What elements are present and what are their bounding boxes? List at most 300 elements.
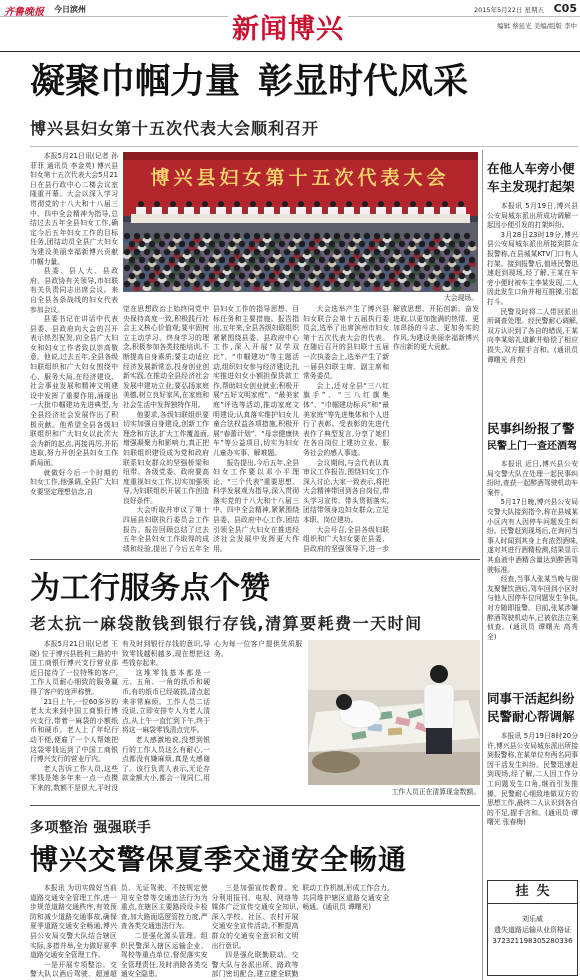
article-paragraph: 觉在思想政治上始终同党中央保持高度一致,积极践行社会主义核心价值观;要牢固树立主动学习、终身学习的理念,积极参加各类技能培训,不断提高自身素质;要主动适应经济发展新常态,投身创业创新实践,在推动全县经济社会发展中建功立业;要弘扬家庭美德,树立良好家风,在家庭和社会生活中发挥独特作用。: [123, 305, 209, 409]
audience-head: [184, 233, 190, 239]
title-line: 在他人车旁小便: [487, 161, 575, 176]
article-paragraph: 本报讯 5月19日,博兴县公安局城东派出所成功调解一起因小便引发的打架纠纷。: [487, 202, 578, 230]
audience-head: [244, 249, 250, 255]
audience-head: [199, 241, 205, 247]
audience-head: [239, 241, 245, 247]
audience-head: [314, 281, 320, 287]
audience-head: [159, 241, 165, 247]
article-paragraph: 大会选举产生了博兴县妇女联合会第十五届执行委员会,选举了出席滨州市妇女第十五次代表大会的代表。在随后召开的县妇联十五届一次执委会上,选举产生了新一届县妇联主席、副主席和常务委员。: [303, 305, 389, 381]
presidium-member-head: [234, 201, 240, 207]
audience-head: [464, 281, 470, 287]
article-paragraph: 5月17日晚,博兴县公安局交警大队接到指令,称在县城某小区内有人因停车问题发生纠纷。民警赶到现场后,在询问当事人时闻到其身上有浓烈酒味,遂对其进行酒精检测,结果显示其血液中酒精含量达到醉酒驾驶标准。: [487, 498, 578, 574]
audience-head: [244, 265, 250, 271]
audience-head: [429, 241, 435, 247]
audience-head: [339, 273, 345, 279]
sidebar-item-2-title: [487, 420, 578, 456]
title-line: 同事干活起纠纷: [487, 691, 575, 706]
audience-head: [434, 281, 440, 287]
audience-head: [364, 265, 370, 271]
audience-head: [404, 265, 410, 271]
audience-head: [324, 233, 330, 239]
audience-head: [174, 233, 180, 239]
clerk-right-skirt: [426, 728, 452, 754]
sidebar-item-1-body: [487, 202, 578, 414]
audience-head: [394, 281, 400, 287]
audience-head: [439, 257, 445, 263]
audience-head: [414, 281, 420, 287]
stage-top-band: [123, 152, 478, 160]
presidium-member-body: [168, 207, 178, 215]
audience-head: [394, 249, 400, 255]
audience-head: [189, 273, 195, 279]
photo-caption: 大会现场。: [444, 294, 478, 302]
audience-head: [214, 281, 220, 287]
audience-head: [334, 233, 340, 239]
audience-head: [164, 233, 170, 239]
audience-head: [219, 241, 225, 247]
presidium-member-body: [312, 207, 322, 215]
audience-head: [234, 265, 240, 271]
audience-head: [449, 273, 455, 279]
audience-head: [304, 233, 310, 239]
audience-head: [379, 241, 385, 247]
audience-head: [459, 241, 465, 247]
audience-head: [449, 241, 455, 247]
notice-number: 372321198305280336: [492, 937, 573, 945]
audience-head: [359, 257, 365, 263]
sidebar-item-2-body: [487, 460, 578, 682]
audience-head: [399, 273, 405, 279]
clerk-left-head: [336, 694, 352, 710]
audience-head: [429, 273, 435, 279]
audience-head: [164, 249, 170, 255]
article-paragraph: 一是开展专项整治。交警大队以酒后驾驶、超速超员、无证驾驶、不按规定使用安全带等交通违法行为为重点,在辖区主要路段设卡检查,加大路面巡逻管控力度,严查各类交通违法行为。: [30, 884, 208, 979]
audience-head: [279, 273, 285, 279]
audience-head: [209, 257, 215, 263]
article-paragraph: 县委书记在讲话中代表县委、县政府向大会的召开表示热烈祝贺,向全县广大妇女和妇女工作者致以崇高敬意。他说,过去五年,全县各级妇联组织和广大妇女围绕中心、服务大局,在经济建设、社会事业发展和精神文明建设中发挥了重要作用,涌现出一大批巾帼建功先进典型,为全县经济社会发展作出了积极贡献。他希望全县各级妇联组织和广大妇女以此次大会为新的起点,再接再厉,开拓进取,努力开创全县妇女工作新局面。: [30, 315, 118, 467]
presidium-member-body: [264, 207, 274, 215]
title-line: 民警上门一查还酒驾: [487, 441, 577, 452]
audience-head: [379, 257, 385, 263]
audience-head: [284, 249, 290, 255]
banknote: [388, 728, 402, 736]
presidium-member-head: [362, 201, 368, 207]
audience-head: [144, 249, 150, 255]
audience-head: [334, 249, 340, 255]
article-paragraph: 县委、县人大、县政府、县政协有关领导,市妇联有关负责同志出席会议。来自全县各条战线的妇女代表参加会议。: [30, 267, 118, 314]
audience-head: [184, 281, 190, 287]
audience-head: [129, 241, 135, 247]
audience-head: [179, 241, 185, 247]
audience-head: [274, 249, 280, 255]
article-paragraph: 本报5月21日讯(记者 王晓) 位于博兴县胜利三路的中国工商银行博兴支行营业部近日接待了一位特殊的客户,工作人员耐心细致的服务赢得了客户的连声称赞。: [30, 640, 118, 696]
presidium-member-head: [218, 201, 224, 207]
article-paragraph: 三是加强宣传教育。充分利用报刊、电视、网络等媒体广泛宣传交通安全知识,深入学校、社区、农村开展交通安全宣传活动,不断提高群众的交通安全意识和文明出行意识。: [211, 884, 299, 950]
audience-head: [369, 273, 375, 279]
audience-head: [414, 249, 420, 255]
audience-head: [124, 281, 130, 287]
audience-head: [384, 249, 390, 255]
audience-head: [139, 241, 145, 247]
audience-head: [199, 273, 205, 279]
audience-head: [319, 273, 325, 279]
audience-head: [204, 281, 210, 287]
notice-name: 刘乐威: [522, 915, 543, 923]
audience-head: [399, 257, 405, 263]
audience-head: [274, 281, 280, 287]
audience-head: [204, 249, 210, 255]
presidium-member-head: [442, 201, 448, 207]
audience-head: [364, 249, 370, 255]
presidium-member-body: [408, 207, 418, 215]
audience-head: [244, 281, 250, 287]
presidium-member-head: [378, 201, 384, 207]
audience-head: [154, 281, 160, 287]
audience-head: [344, 233, 350, 239]
audience-head: [229, 257, 235, 263]
article1-subhead: 博兴县妇女第十五次代表大会顺利召开: [30, 119, 320, 138]
title-line: 民事纠纷报了警: [487, 421, 575, 436]
audience-head: [124, 233, 130, 239]
audience-head: [129, 257, 135, 263]
audience-head: [259, 273, 265, 279]
presidium-member-body: [296, 207, 306, 215]
page-number: C05: [553, 2, 577, 15]
audience-head: [459, 273, 465, 279]
audience-head: [424, 265, 430, 271]
audience-head: [289, 241, 295, 247]
audience-head: [374, 281, 380, 287]
audience-head: [329, 257, 335, 263]
presidium-member-head: [330, 201, 336, 207]
audience-head: [469, 273, 475, 279]
audience-head: [254, 265, 260, 271]
audience-head: [144, 281, 150, 287]
audience-head: [314, 233, 320, 239]
article3-kicker: 多项整治 强强联手: [30, 820, 152, 836]
audience-head: [134, 265, 140, 271]
audience-head: [469, 257, 475, 263]
presidium-member-body: [456, 207, 466, 215]
audience-head: [224, 281, 230, 287]
audience-head: [274, 265, 280, 271]
sidebar-item-1-title: [487, 160, 578, 196]
audience-head: [354, 233, 360, 239]
audience-head: [394, 233, 400, 239]
audience-head: [404, 281, 410, 287]
audience-head: [174, 281, 180, 287]
audience-head: [149, 257, 155, 263]
audience-head: [409, 241, 415, 247]
article-paragraph: 报告提出,今后五年,全县妇女工作要以邓小平理论、“三个代表”重要思想、科学发展观为指导,深入贯彻落实党的十八大和十八届三中、四中全会精神,紧紧围绕县委、县政府中心工作,团结引领全县广大妇女在推进经济社会发展中发挥更大作用。: [213, 458, 299, 553]
audience-head: [449, 257, 455, 263]
article-paragraph: 本报讯 近日,博兴县公安局交警大队在处理一起民事纠纷时,查获一起醉酒驾驶机动车案件。: [487, 460, 578, 497]
audience-head: [439, 241, 445, 247]
audience-head: [134, 281, 140, 287]
article-paragraph: 老人告诉工作人员,这些零钱是她多年来一点一点攒下来的,数额不是很大,平时没有及时到银行存钱的意识,导致零钱越积越多,现在想把这些钱存起来。: [30, 640, 210, 792]
audience-head: [314, 265, 320, 271]
audience-head: [469, 241, 475, 247]
audience-head: [234, 233, 240, 239]
article-paragraph: 这堆零钱基本都是一元、五角、一角的纸币和硬币,有的纸币已经破损,清点起来非常麻烦。工作人员二话没说,立即安排专人为老人清点,从上午一直忙到下午,终于将这一麻袋零钱清点完毕。: [122, 668, 210, 735]
audience-head: [359, 273, 365, 279]
audience-head: [199, 257, 205, 263]
audience-head: [339, 241, 345, 247]
audience-head: [299, 241, 305, 247]
audience-head: [169, 241, 175, 247]
sidebar-item-3-title: [487, 690, 578, 726]
presidium-member-body: [392, 207, 402, 215]
congress-photo: [123, 152, 478, 292]
audience-head: [294, 233, 300, 239]
article-paragraph: 民警及时将二人带回派出所调查处理。经民警耐心调解,双方认识到了各自的错误,王某向李某赔礼道歉并赔偿了相应损失,双方握手言和。(通讯员 谭曙光 肖亮): [487, 307, 578, 364]
article-paragraph: 四是强化联勤联动。交警大队与各派出所、路政等部门密切配合,建立健全联勤联动工作机制,形成工作合力,共同维护辖区道路交通安全畅通。(通讯员 谭曙光): [211, 884, 390, 979]
presidium-member-body: [360, 207, 370, 215]
audience-head: [389, 257, 395, 263]
audience-head: [409, 257, 415, 263]
presidium-member-body: [248, 207, 258, 215]
audience-head: [169, 273, 175, 279]
audience-head: [444, 265, 450, 271]
audience-head: [419, 257, 425, 263]
audience-head: [304, 281, 310, 287]
stage-banner-text: 博兴县妇女第十五次代表大会: [150, 167, 450, 189]
audience-head: [279, 257, 285, 263]
audience-head: [194, 265, 200, 271]
audience-head: [434, 233, 440, 239]
article-paragraph: 大会号召,全县各级妇联组织和广大妇女要在县委、县政府的坚强领导下,进一步解放思想、开拓创新、奋发进取,以更加饱满的热情、更加昂扬的斗志、更加务实的作风,为建设美丽幸福新博兴作出新的更大贡献。: [303, 305, 479, 553]
audience-head: [334, 265, 340, 271]
article3-headline: 博兴交警保夏季交通安全畅通: [30, 843, 408, 876]
audience-head: [394, 265, 400, 271]
clerk-right-body: [424, 684, 454, 730]
audience-head: [344, 281, 350, 287]
article2-headline: 为工行服务点个赞: [30, 571, 270, 606]
notice-title: 挂失: [488, 881, 577, 904]
audience-head: [454, 233, 460, 239]
audience-head: [264, 233, 270, 239]
audience-head: [454, 249, 460, 255]
audience-head: [214, 249, 220, 255]
presidium-table: [131, 214, 470, 223]
audience-head: [144, 265, 150, 271]
presidium-member-body: [440, 207, 450, 215]
cash-counting-photo: [308, 640, 480, 785]
audience-head: [319, 241, 325, 247]
audience-head: [159, 273, 165, 279]
audience-head: [184, 265, 190, 271]
audience-head: [264, 281, 270, 287]
audience-head: [204, 233, 210, 239]
audience-head: [324, 249, 330, 255]
audience-head: [254, 233, 260, 239]
audience-head: [174, 249, 180, 255]
article-paragraph: 本报讯 为切实做好当前道路交通安全管理工作,进一步规范道路交通秩序,有效预防和减少道路交通事故,确保夏季道路交通安全畅通,博兴县公安局交警大队结合辖区实际,多措并举,全力做好夏季道路交通安全管理工作。: [30, 884, 117, 960]
presidium-member-head: [458, 201, 464, 207]
audience-head: [134, 249, 140, 255]
audience-head: [244, 233, 250, 239]
article-paragraph: 二是强化源头管理。组织民警深入辖区运输企业、驾校等重点单位,督促落实安全管理责任,及时消除各类交通安全隐患。: [120, 931, 208, 979]
photo-caption: 工作人员正在清算现金数额。: [391, 788, 480, 796]
newspaper-edition: 今日滨州: [54, 5, 86, 14]
title-line: 车主发现打起架: [487, 179, 575, 194]
audience-head: [324, 281, 330, 287]
audience-head: [284, 265, 290, 271]
audience-head: [354, 281, 360, 287]
audience-head: [274, 233, 280, 239]
audience-head: [304, 249, 310, 255]
audience-head: [229, 241, 235, 247]
audience-head: [339, 257, 345, 263]
audience-head: [349, 257, 355, 263]
audience-head: [189, 241, 195, 247]
audience-head: [239, 273, 245, 279]
audience-head: [144, 233, 150, 239]
audience-head: [254, 249, 260, 255]
audience-head: [249, 257, 255, 263]
audience-head: [254, 281, 260, 287]
audience-head: [429, 257, 435, 263]
article1-left-column: [30, 152, 118, 554]
money-sack: [312, 751, 360, 773]
audience-head: [179, 273, 185, 279]
audience-head: [424, 233, 430, 239]
presidium-member-body: [328, 207, 338, 215]
audience-head: [224, 233, 230, 239]
article-divider: [30, 559, 480, 560]
audience-head: [334, 281, 340, 287]
audience-head: [289, 257, 295, 263]
article-paragraph: 大会听取并审议了第十四届县妇联执行委员会工作报告。报告回顾总结了过去五年全县妇女工作取得的成绩和经验,提出了今后五年全县妇女工作的指导思想、目标任务和主要措施。报告指出,五年来,全县各级妇联组织紧紧围绕县委、县政府中心工作,深入开展“双学双比”、“巾帼建功”等主题活动,组织妇女参与经济建设;扎实推进妇女小额担保贷款工作,帮助妇女创业就业;积极开展“五好文明家庭”、“最美家庭”评选等活动,推动家庭文明建设;认真落实维护妇女儿童合法权益各项措施,积极开展“春蕾计划”、“母亲健康快车”等公益项目,切实为妇女儿童办实事、解难题。: [123, 305, 300, 553]
article-paragraph: 经查,当事人张某当晚与朋友聚餐饮酒后,驾车回到小区时与他人因停车位问题发生争执,对方随即报警。目前,张某涉嫌醉酒驾驶机动车,已被依法立案侦查。(通讯员 谭曙光 高秀全): [487, 575, 578, 641]
audience-head: [369, 241, 375, 247]
presidium-member-head: [202, 201, 208, 207]
audience-head: [289, 273, 295, 279]
audience-head: [149, 273, 155, 279]
audience-head: [249, 241, 255, 247]
audience-head: [319, 257, 325, 263]
presidium-member-body: [216, 207, 226, 215]
audience-head: [234, 249, 240, 255]
audience-head: [354, 249, 360, 255]
audience-head: [259, 257, 265, 263]
audience-head: [294, 249, 300, 255]
article-paragraph: 他要求,各级妇联组织要切实加强自身建设,创新工作理念和方法,扩大工作覆盖面,增强凝聚力和影响力,真正把妇联组织建设成为党和政府联系妇女群众的坚强桥梁和纽带。各级党委、政府要高度重视妇女工作,切实加强领导,为妇联组织开展工作创造良好条件。: [123, 410, 209, 505]
audience-head: [384, 281, 390, 287]
notice-text: 遗失道路运输从业资格证: [494, 926, 571, 934]
audience-head: [204, 265, 210, 271]
audience-head: [159, 257, 165, 263]
presidium-member-body: [200, 207, 210, 215]
article-paragraph: 本报5月21日讯(记者 孙菲菲 通讯员 李金英) 博兴县妇女第十五次代表大会5月21日在县行政中心二楼会议室隆重开幕。大会以深入学习贯彻党的十八大和十八届三中、四中全会精神为指导,总结过去五年全县妇女工作,确定今后五年妇女工作的目标任务,团结动员全县广大妇女为建设美丽幸福新博兴贡献巾帼力量。: [30, 152, 118, 266]
presidium-member-body: [344, 207, 354, 215]
audience-head: [194, 249, 200, 255]
audience-head: [344, 265, 350, 271]
audience-head: [379, 273, 385, 279]
audience-head: [399, 241, 405, 247]
audience-head: [414, 233, 420, 239]
headline-rule: [30, 146, 578, 147]
audience-head: [299, 257, 305, 263]
presidium-member-head: [394, 201, 400, 207]
presidium-member-head: [282, 201, 288, 207]
audience-head: [464, 265, 470, 271]
audience-head: [309, 273, 315, 279]
presidium-member-head: [410, 201, 416, 207]
audience-head: [464, 249, 470, 255]
presidium-member-body: [232, 207, 242, 215]
audience-head: [209, 273, 215, 279]
audience-head: [209, 241, 215, 247]
audience-head: [374, 233, 380, 239]
audience-head: [184, 249, 190, 255]
audience-head: [269, 241, 275, 247]
clerk-right-head: [430, 665, 448, 683]
presidium-member-body: [376, 207, 386, 215]
audience-head: [304, 265, 310, 271]
presidium-member-body: [136, 207, 146, 215]
audience-head: [129, 273, 135, 279]
audience-head: [249, 273, 255, 279]
audience-head: [409, 273, 415, 279]
audience-head: [134, 233, 140, 239]
presidium-member-head: [154, 201, 160, 207]
audience-head: [389, 273, 395, 279]
audience-head: [194, 233, 200, 239]
article-paragraph: 3月28日23时19分,博兴县公安局城东派出所接到群众报警称,在县城某KTV门口有人打架。接到报警后,值班民警迅速赶到现场,经了解,王某在车旁小便时被车主李某发现,二人因此发生口角并相互推搡,引起打斗。: [487, 230, 578, 306]
audience-head: [324, 265, 330, 271]
audience-head: [309, 257, 315, 263]
audience-head: [169, 257, 175, 263]
article-paragraph: 本报讯 5月19日8时20分许,博兴县公安局城东派出所接到报警称,在某单位有两名同事因干活发生纠纷。民警迅速赶到现场,经了解,二人因工作分工问题发生口角,继而引发推搡。民警耐心细致地做双方的思想工作,最终二人认识到各自的不足,握手言和。(通讯员 谭曙光 张春梅): [487, 732, 578, 827]
presidium-member-head: [138, 201, 144, 207]
audience-head: [284, 281, 290, 287]
audience-head: [424, 249, 430, 255]
presidium-member-head: [266, 201, 272, 207]
audience-head: [404, 233, 410, 239]
audience-head: [299, 273, 305, 279]
audience-head: [369, 257, 375, 263]
audience-head: [454, 281, 460, 287]
sidebar-divider: [482, 150, 483, 980]
headline-part-a: 凝聚巾帼力量: [30, 62, 241, 102]
audience-head: [464, 233, 470, 239]
sidebar-item-3-body: [487, 732, 578, 872]
audience-head: [149, 241, 155, 247]
presidium-member-body: [184, 207, 194, 215]
audience-head: [374, 249, 380, 255]
presidium-member-body: [152, 207, 162, 215]
article-paragraph: 21日上午,一位60多岁的老太太来到中国工商银行博兴支行,带着一麻袋的小额纸币和硬币。老人上了年纪行动不便,便雇了一个人帮她把这袋零钱运到了中国工商银行博兴支行的营业厅内。: [30, 697, 118, 764]
audience-head: [164, 265, 170, 271]
audience-head: [164, 281, 170, 287]
article3-body: [30, 884, 480, 980]
audience-head: [314, 249, 320, 255]
audience-head: [439, 273, 445, 279]
audience-head: [349, 273, 355, 279]
article-paragraph: 就做好今后一个时期的妇女工作,他强调,全县广大妇女要坚定理想信念,自: [30, 468, 118, 496]
audience-head: [404, 249, 410, 255]
newspaper-logo: 齐鲁晚报: [4, 7, 44, 18]
article-paragraph: 老人感激地说,没想到银行的工作人员这么有耐心,一点都没有嫌麻烦,真是太感谢了。该行负责人表示,无论存款金额大小,都会一视同仁,用心为每一位客户提供优质服务。: [122, 640, 302, 783]
audience-head: [444, 233, 450, 239]
audience-head: [384, 265, 390, 271]
audience-head: [284, 233, 290, 239]
audience-head: [434, 249, 440, 255]
audience-head: [229, 273, 235, 279]
audience-head: [194, 281, 200, 287]
audience-head: [214, 233, 220, 239]
